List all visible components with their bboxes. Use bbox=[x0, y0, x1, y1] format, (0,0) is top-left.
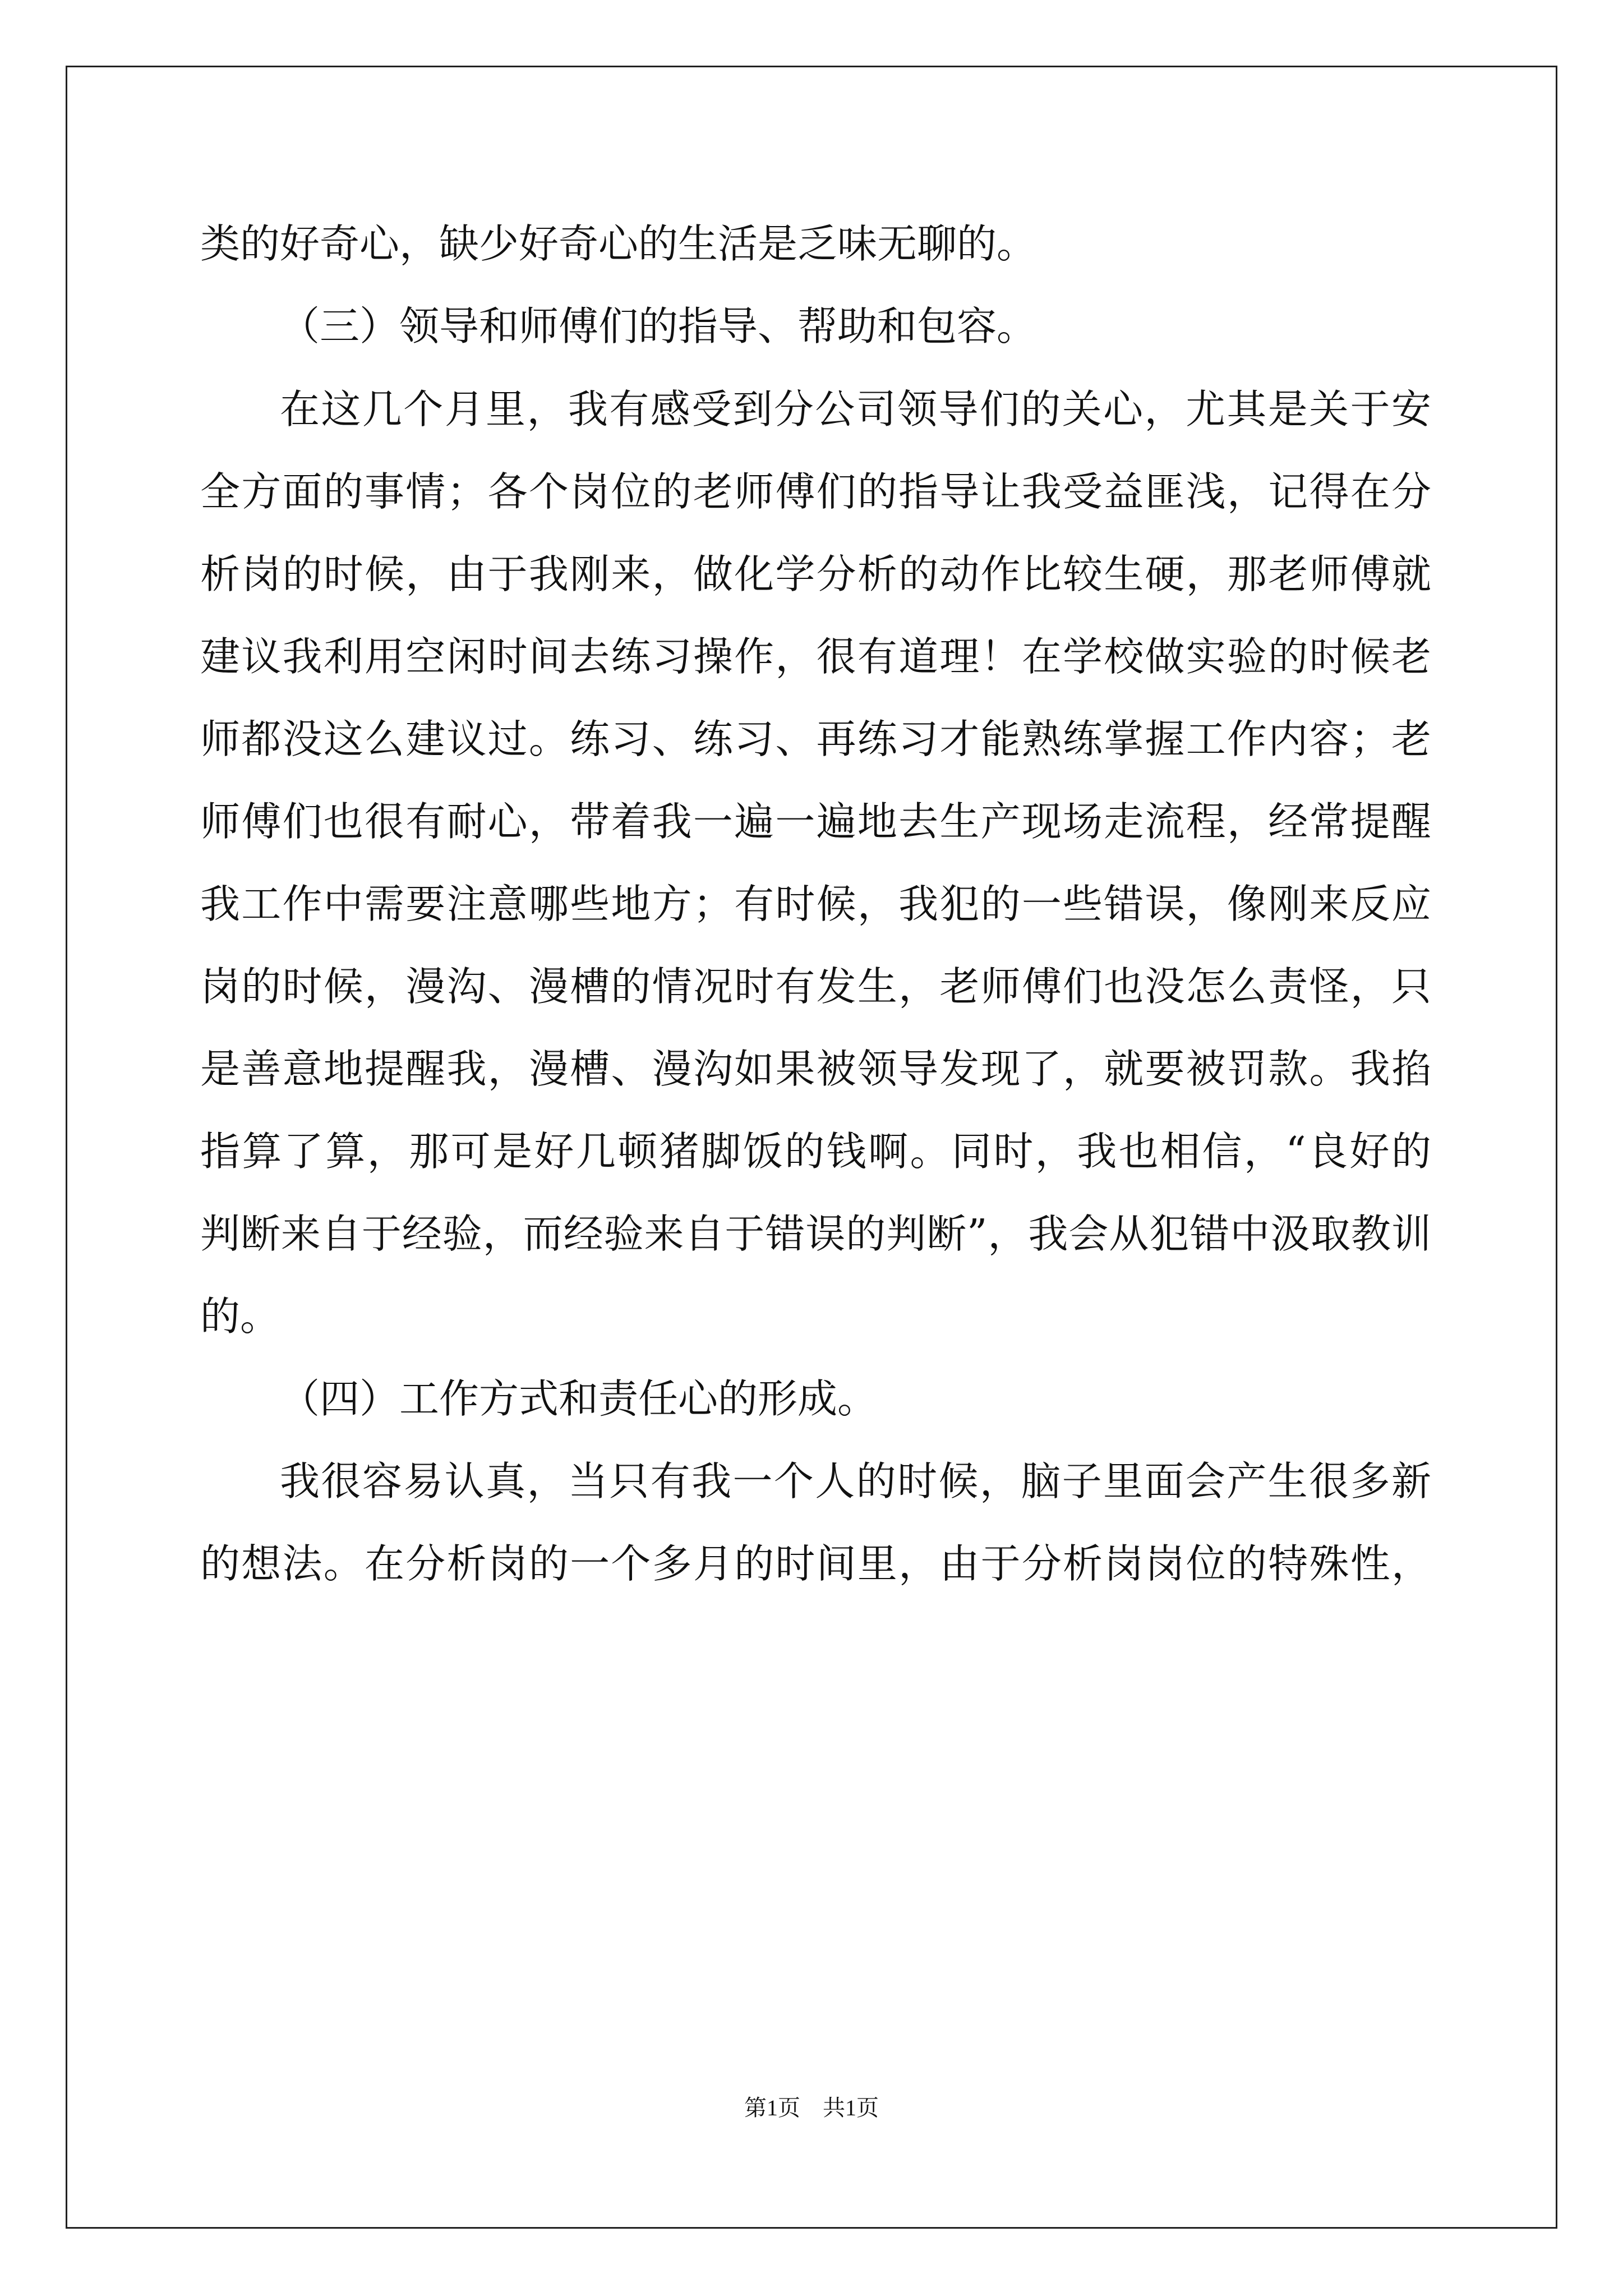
section-heading: （三）领导和师傅们的指导、帮助和包容。 bbox=[280, 303, 1037, 349]
text-line: 全方面的事情；各个岗位的老师傅们的指导让我受益匪浅，记得在分 bbox=[200, 468, 1431, 515]
section-heading: （四）工作方式和责任心的形成。 bbox=[280, 1375, 878, 1422]
paragraph-first-line: 我很容易认真，当只有我一个人的时候，脑子里面会产生很多新 bbox=[280, 1458, 1431, 1504]
text-line: 的。 bbox=[200, 1293, 280, 1340]
text-line: 类的好奇心，缺少好奇心的生活是乏味无聊的。 bbox=[200, 220, 1037, 267]
text-line: 是善意地提醒我，漫槽、漫沟如果被领导发现了，就要被罚款。我掐 bbox=[200, 1046, 1431, 1092]
text-line: 我工作中需要注意哪些地方；有时候，我犯的一些错误，像刚来反应 bbox=[200, 881, 1431, 927]
text-line: 师都没这么建议过。练习、练习、再练习才能熟练掌握工作内容；老 bbox=[200, 716, 1431, 762]
text-line: 析岗的时候，由于我刚来，做化学分析的动作比较生硬，那老师傅就 bbox=[200, 551, 1431, 597]
text-line: 的想法。在分析岗的一个多月的时间里，由于分析岗岗位的特殊性， bbox=[200, 1540, 1431, 1587]
page-footer: 第1页 共1页 bbox=[744, 2095, 879, 2120]
text-line: 判断来自于经验，而经验来自于错误的判断”，我会从犯错中汲取教训 bbox=[200, 1211, 1431, 1257]
paragraph-first-line: 在这几个月里，我有感受到分公司领导们的关心，尤其是关于安 bbox=[280, 386, 1431, 432]
text-line: 建议我利用空闲时间去练习操作，很有道理！在学校做实验的时候老 bbox=[200, 633, 1431, 680]
text-line: 指算了算，那可是好几顿猪脚饭的钱啊。同时，我也相信，“良好的 bbox=[200, 1128, 1431, 1175]
text-line: 岗的时候，漫沟、漫槽的情况时有发生，老师傅们也没怎么责怪，只 bbox=[200, 963, 1431, 1010]
text-line: 师傅们也很有耐心，带着我一遍一遍地去生产现场走流程，经常提醒 bbox=[200, 798, 1431, 845]
